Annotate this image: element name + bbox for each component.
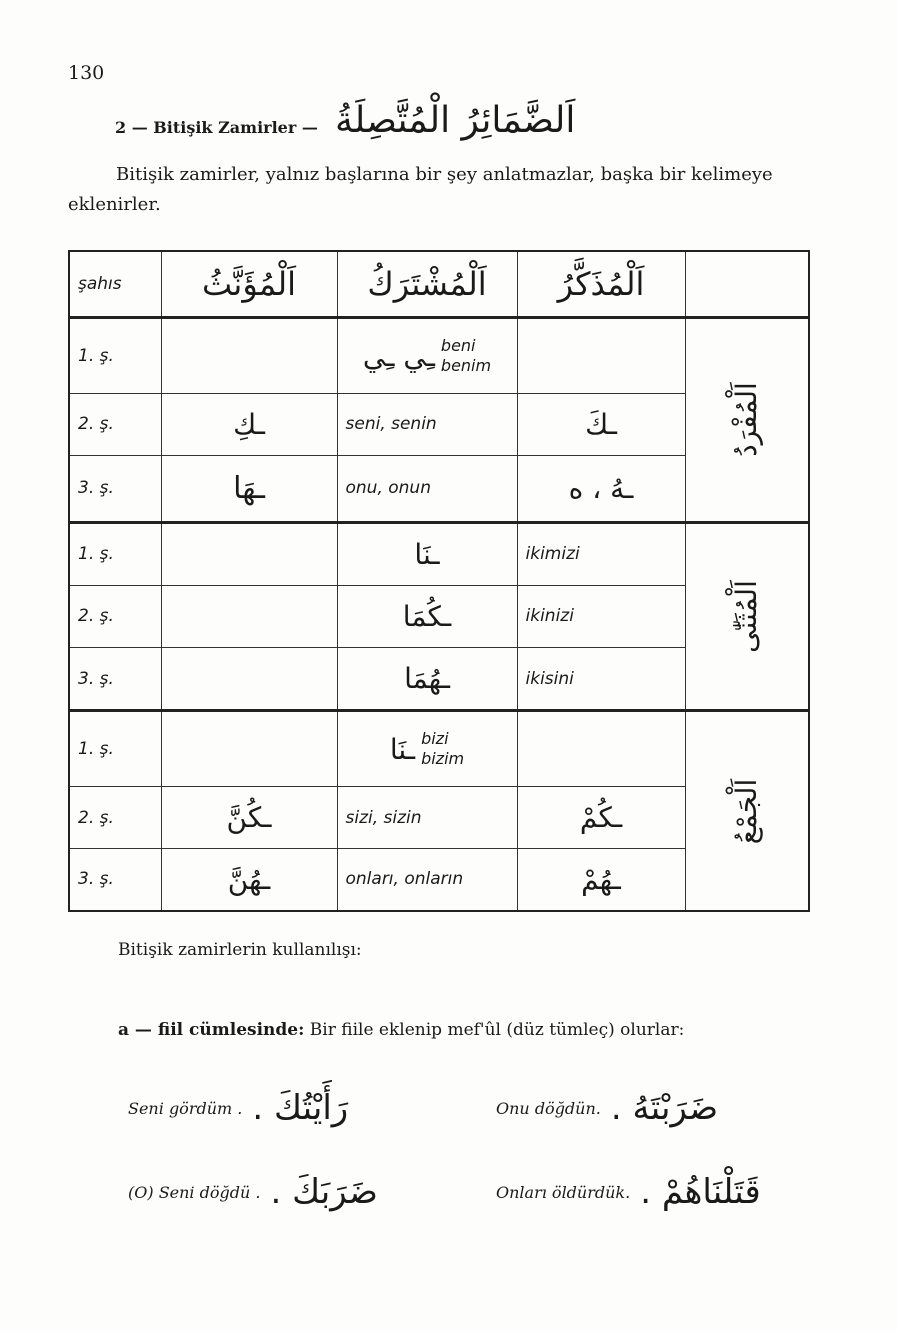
header-group [685,251,809,318]
masculine-cell: ـهُ ، ه [517,455,685,522]
header-feminine: اَلْمُؤَنَّثُ [161,251,337,318]
feminine-cell: ـهُنَّ [161,848,337,911]
feminine-cell [161,586,337,648]
section-heading-arabic: اَلضَّمَائِرُ الْمُتَّصِلَةُ [335,100,576,141]
feminine-cell [161,522,337,585]
person-cell: 3. ş. [69,848,161,911]
table-row [69,318,809,394]
group-singular: اَلْمُفْرَدُ [685,318,809,523]
section-heading-label: 2 — Bitişik Zamirler — [115,118,318,137]
usage-subheading-bold: a — fiil cümlesinde: [118,1020,305,1040]
table-row [69,522,809,585]
group-plural: اَلْجَمْعُ [685,711,809,911]
common-cell: ـنَا [337,522,517,585]
example-item [496,1088,718,1128]
common-cell: ـنَا bizi bizim [337,711,517,787]
masculine-cell: ـكُمْ [517,787,685,849]
feminine-cell [161,647,337,710]
common-cell: seni, senin [337,394,517,456]
masculine-cell: ikisini [517,647,685,710]
header-common: اَلْمُشْتَرَكُ [337,251,517,318]
example-item [128,1172,378,1212]
feminine-cell [161,318,337,394]
person-cell: 3. ş. [69,455,161,522]
pronoun-table [68,250,810,912]
masculine-cell: ـكَ [517,394,685,456]
person-cell: 2. ş. [69,394,161,456]
masculine-cell [517,711,685,787]
common-cell: ـكُمَا [337,586,517,648]
masculine-cell [517,318,685,394]
common-cell: onları, onların [337,848,517,911]
page-number: 130 [68,62,105,84]
section-heading [115,100,815,150]
person-cell: 3. ş. [69,647,161,710]
common-cell: sizi, sizin [337,787,517,849]
example-tr: (O) Seni döğdü . [128,1182,261,1202]
usage-title: Bitişik zamirlerin kullanılışı: [118,940,362,960]
intro-paragraph: Bitişik zamirler, yalnız başlarına bir şey anlatmazlar, başka bir kelimeye eklenirler. [68,164,773,215]
common-cell: ـهُمَا [337,647,517,710]
person-cell: 2. ş. [69,586,161,648]
example-tr: Onları öldürdük. [496,1182,631,1202]
masculine-cell: ikimizi [517,522,685,585]
common-cell: onu, onun [337,455,517,522]
feminine-cell: ـهَا [161,455,337,522]
feminine-cell: ـكِ [161,394,337,456]
example-tr: Onu döğdün. [496,1098,601,1118]
person-cell: 1. ş. [69,711,161,787]
example-ar: ضَرَبْتَهُ . [610,1088,719,1128]
table-row [69,711,809,787]
masculine-cell: ikinizi [517,586,685,648]
example-item [128,1088,348,1128]
header-masculine: اَلْمُذَكَّرُ [517,251,685,318]
usage-subheading-text: Bir fiile eklenip mef'ûl (düz tümleç) olurlar: [304,1020,685,1040]
example-ar: قَتَلْنَاهُمْ . [640,1172,761,1212]
example-ar: رَأَيْتُكَ . [252,1088,349,1128]
person-cell: 1. ş. [69,522,161,585]
feminine-cell: ـكُنَّ [161,787,337,849]
header-person: şahıs [69,251,161,318]
masculine-cell: ـهُمْ [517,848,685,911]
feminine-cell [161,711,337,787]
example-item [496,1172,761,1212]
person-cell: 1. ş. [69,318,161,394]
group-dual: اَلْمُثَنّٰى [685,522,809,710]
example-tr: Seni gördüm . [128,1098,243,1118]
common-cell: ـِي ـِي beni benim [337,318,517,394]
example-ar: ضَرَبَكَ . [270,1172,378,1212]
person-cell: 2. ş. [69,787,161,849]
usage-subheading [118,1020,684,1040]
table-header-row [69,251,809,318]
